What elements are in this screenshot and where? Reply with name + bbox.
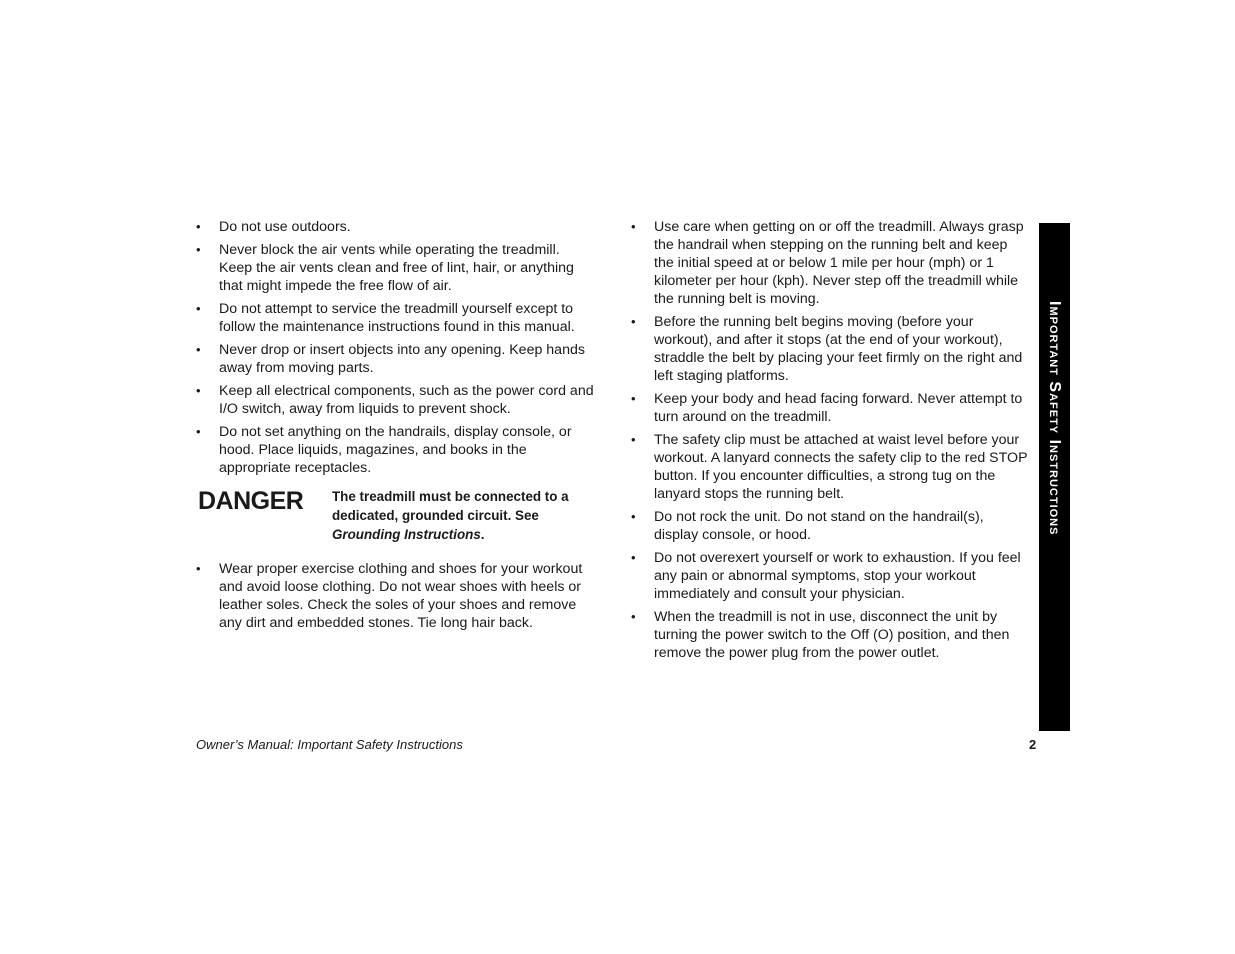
danger-message: The treadmill must be connected to a dedicated, grounded circuit. See: [332, 489, 569, 523]
list-item: • Do not rock the unit. Do not stand on the handrail(s), display console, or hood.: [630, 508, 1028, 544]
danger-notice: [198, 487, 595, 544]
left-column: [195, 218, 595, 637]
section-tab-label: Important Safety Instructions: [1046, 301, 1063, 536]
list-item: • The safety clip must be attached at waist level before your workout. A lanyard connects the safety clip to the red STOP button. If you encounter difficulties, a strong tug on the lanyard stops the running belt.: [630, 431, 1028, 503]
list-item: • Keep all electrical components, such as the power cord and I/O switch, away from liquids to prevent shock.: [195, 382, 595, 418]
list-item: • Do not overexert yourself or work to exhaustion. If you feel any pain or abnormal symptoms, stop your workout immediately and consult your physician.: [630, 549, 1028, 603]
grounding-instructions-reference: Grounding Instructions: [332, 527, 481, 542]
footer-title: Owner’s Manual: Important Safety Instructions: [196, 737, 463, 752]
safety-list-top: [195, 218, 595, 477]
list-item: • Do not set anything on the handrails, display console, or hood. Place liquids, magazines, and books in the appropriate receptacles.: [195, 423, 595, 477]
right-column: [630, 218, 1028, 667]
danger-text: [332, 487, 594, 544]
section-side-tab: [1039, 223, 1070, 731]
danger-label: DANGER: [198, 487, 304, 515]
safety-list-right: [630, 218, 1028, 662]
list-item: • Never drop or insert objects into any opening. Keep hands away from moving parts.: [195, 341, 595, 377]
page-number: 2: [1029, 737, 1037, 752]
list-item: • Never block the air vents while operating the treadmill. Keep the air vents clean and free of lint, hair, or anything that might impede the free flow of air.: [195, 241, 595, 295]
list-item: • Do not use outdoors.: [195, 218, 595, 236]
list-item: • When the treadmill is not in use, disconnect the unit by turning the power switch to the Off (O) position, and then remove the power plug from the power outlet.: [630, 608, 1028, 662]
list-item: • Use care when getting on or off the treadmill. Always grasp the handrail when stepping on the running belt and keep the initial speed at or below 1 mile per hour (mph) or 1 kilometer per hour (kph). Never step off the treadmill while the running belt is moving.: [630, 218, 1028, 308]
safety-list-bottom: [195, 560, 595, 632]
list-item: • Keep your body and head facing forward. Never attempt to turn around on the treadmill.: [630, 390, 1028, 426]
list-item: • Wear proper exercise clothing and shoes for your workout and avoid loose clothing. Do not wear shoes with heels or leather soles. Check the soles of your shoes and remove any dirt and embedded stones. Tie long hair back.: [195, 560, 595, 632]
danger-suffix: .: [480, 527, 485, 542]
list-item: • Before the running belt begins moving (before your workout), and after it stops (at the end of your workout), straddle the belt by placing your feet firmly on the right and left staging platforms.: [630, 313, 1028, 385]
list-item: • Do not attempt to service the treadmill yourself except to follow the maintenance instructions found in this manual.: [195, 300, 595, 336]
